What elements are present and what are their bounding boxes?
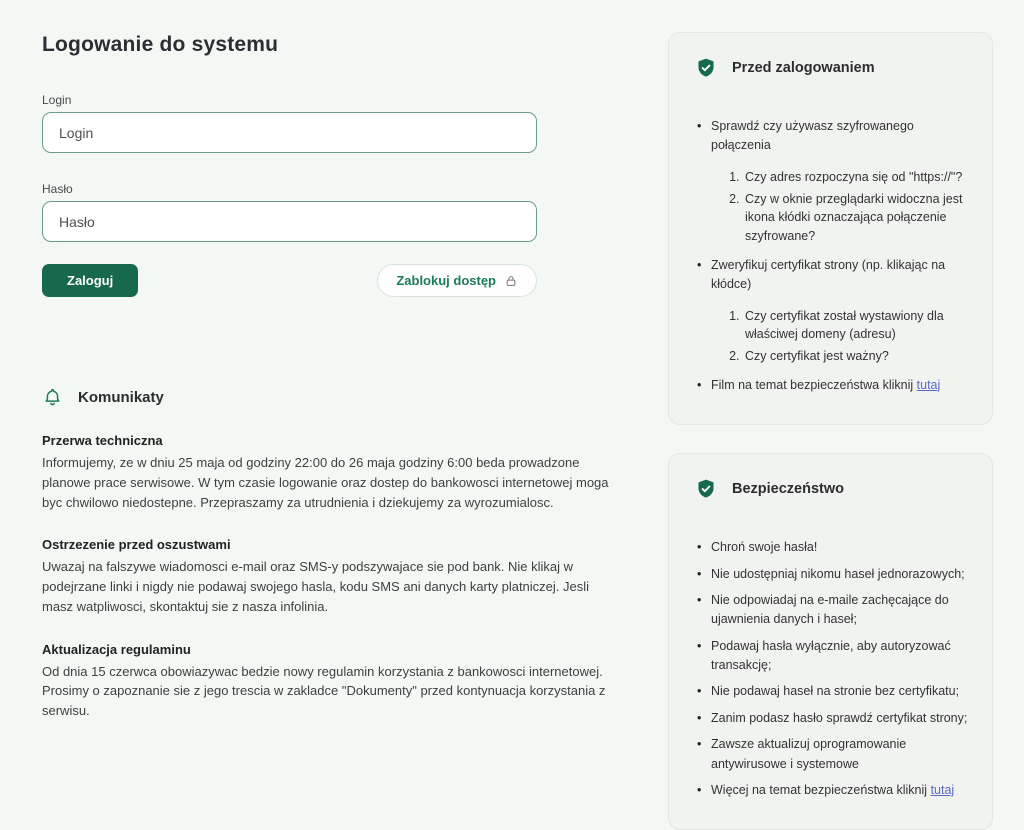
- list-item: [695, 591, 970, 630]
- announcement-heading: Przerwa techniczna: [42, 433, 163, 448]
- form-actions: [42, 264, 537, 297]
- tutaj-link[interactable]: tutaj: [916, 377, 941, 392]
- security-card: [668, 453, 993, 830]
- login-input[interactable]: [42, 112, 537, 153]
- list-item: [695, 682, 970, 701]
- list-item-text: Więcej na temat bezpieczeństwa kliknij: [711, 782, 928, 797]
- security-list: [695, 538, 970, 800]
- announcement-heading: Aktualizacja regulaminu: [42, 641, 191, 657]
- before-login-header: [695, 57, 970, 79]
- announcements-list: [42, 433, 612, 721]
- list-item-text: Zanim podasz hasło sprawdź certyfikat strony;: [711, 710, 968, 725]
- sub-list-item: 1. Czy adres rozpoczyna się od "https://"?: [743, 168, 970, 187]
- before-login-card: [668, 32, 993, 425]
- sub-list-item: 2. Czy w oknie przeglądarki widoczna jest ikona kłódki oznaczająca połączenie szyfrowane?: [743, 190, 970, 246]
- list-item: [695, 735, 970, 774]
- list-item: [695, 376, 970, 395]
- list-item-text: Nie odpowiadaj na e-maile zachęcające do ujawnienia danych i haseł;: [711, 592, 949, 627]
- list-item: [695, 256, 970, 366]
- list-item-text: Film na temat bezpieczeństwa kliknij: [711, 377, 914, 392]
- list-item-text: Chroń swoje hasła!: [711, 540, 818, 555]
- security-header: [695, 478, 970, 500]
- login-button[interactable]: Zaloguj: [42, 264, 138, 297]
- sub-list: [711, 168, 970, 246]
- list-item: [695, 538, 970, 557]
- main-column: [42, 0, 612, 718]
- announcement: [42, 537, 612, 616]
- sub-list-item: 2. Czy certyfikat jest ważny?: [743, 347, 970, 366]
- announcements-section: [42, 387, 612, 721]
- announcement: [42, 642, 612, 721]
- shield-check-icon: [695, 57, 717, 79]
- shield-check-icon: [695, 478, 717, 500]
- password-label: Hasło: [42, 182, 73, 196]
- list-item: [695, 709, 970, 728]
- list-item: [695, 637, 970, 676]
- sub-list-item: 1. Czy certyfikat został wystawiony dla właściwej domeny (adresu): [743, 307, 970, 345]
- list-item: [695, 117, 970, 246]
- list-item-text: Nie podawaj haseł na stronie bez certyfikatu;: [711, 684, 960, 699]
- announcements-title: Komunikaty: [78, 389, 164, 406]
- bell-icon: [42, 387, 63, 408]
- list-item-text: Zweryfikuj certyfikat strony (np. klikając na kłódce): [711, 257, 946, 292]
- login-field-group: [42, 93, 612, 153]
- page-title: Logowanie do systemu: [42, 33, 279, 56]
- password-field-group: [42, 182, 612, 242]
- announcement: [42, 433, 612, 512]
- before-login-list: [695, 117, 970, 395]
- announcement-body: Informujemy, ze w dniu 25 maja od godziny 22:00 do 26 maja godziny 6:00 beda prowadzone planowe prace serwisowe. W tym czasie logowanie oraz dostep do bankowosci internetowej moga byc chwilowo niedostepne. Przepraszamy za utrudnienia i dziekujemy za wyrozumialosc.: [42, 455, 609, 510]
- list-item-text: Zawsze aktualizuj oprogramowanie antywirusowe i systemowe: [711, 737, 907, 771]
- block-access-button[interactable]: [377, 264, 537, 297]
- password-input[interactable]: [42, 201, 537, 242]
- list-item-text: Podawaj hasła wyłącznie, aby autoryzować transakcję;: [711, 638, 951, 672]
- list-item: [695, 781, 970, 800]
- announcement-body: Od dnia 15 czerwca obowiazywac bedzie nowy regulamin korzystania z bankowosci internetowej. Prosimy o zapoznanie sie z jego trescia w zakladce "Dokumenty" przed kontynuacja korzystania z serwisu.: [42, 663, 606, 718]
- block-access-label: Zablokuj dostęp: [396, 273, 496, 288]
- list-item-text: Nie udostępniaj nikomu haseł jednorazowych;: [711, 566, 965, 581]
- login-label: Login: [42, 93, 72, 107]
- tutaj-link[interactable]: tutaj: [930, 782, 955, 797]
- announcements-header: [42, 387, 612, 408]
- security-title: Bezpieczeństwo: [732, 481, 844, 498]
- lock-icon: [504, 274, 518, 288]
- sidebar-column: [668, 32, 993, 797]
- sub-list: [711, 307, 970, 366]
- announcement-body: Uwazaj na falszywe wiadomosci e-mail oraz SMS-y podszywajace sie pod bank. Nie klikaj w podejrzane linki i nigdy nie podawaj swojego hasla, kodu SMS ani danych karty platniczej. Jesli masz watpliwosci, skontaktuj sie z nasza infolinia.: [42, 559, 590, 614]
- before-login-title: Przed zalogowaniem: [732, 60, 875, 76]
- list-item: [695, 565, 970, 584]
- list-item-text: Sprawdź czy używasz szyfrowanego połączenia: [711, 119, 914, 153]
- announcement-heading: Ostrzezenie przed oszustwami: [42, 537, 231, 553]
